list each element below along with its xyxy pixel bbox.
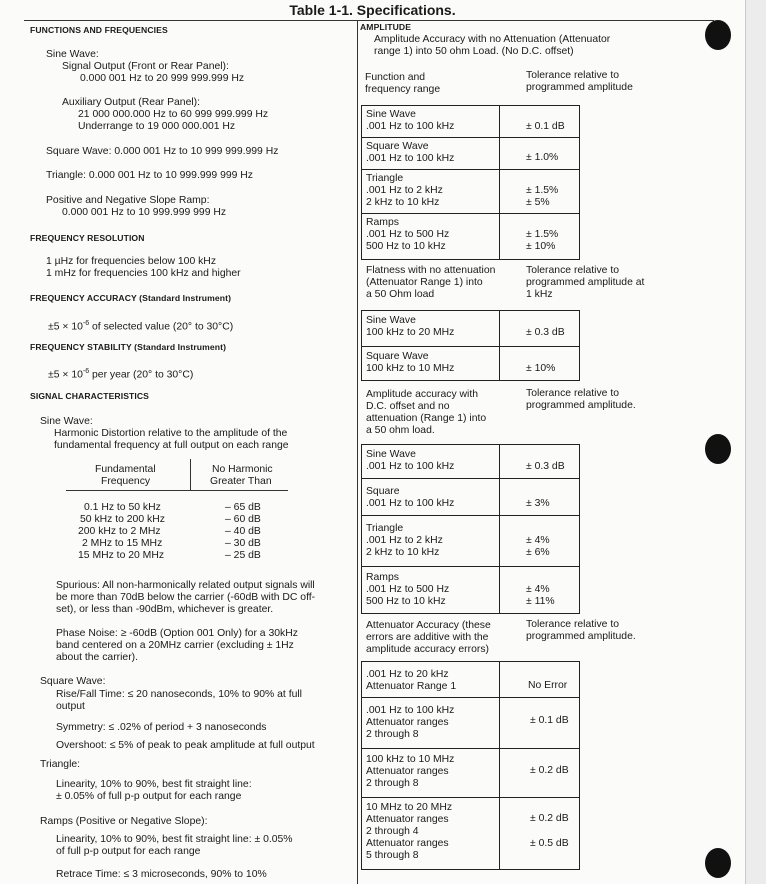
aux-output-range: 21 000 000.000 Hz to 60 999 999.999 Hz (78, 109, 269, 120)
t4-col1-a: Attenuator Accuracy (these (366, 620, 491, 631)
t1-col1-b: frequency range (365, 84, 441, 95)
column-divider (357, 20, 358, 884)
t3-row-tol: ± 11% (526, 596, 555, 607)
harm-row-val: – 25 dB (225, 550, 261, 561)
t2-col-sep (499, 311, 500, 380)
symmetry: Symmetry: ≤ .02% of period + 3 nanoseconds (56, 722, 267, 733)
t1-row-tol: ± 1.5% (526, 229, 559, 240)
t3-col2-a: Tolerance relative to (526, 388, 619, 399)
t3-row-tol: ± 4% (526, 535, 550, 546)
sq-heading: Square Wave: (40, 676, 106, 687)
t4-row-line: 2 through 8 (366, 778, 419, 789)
harmonic-text-2: fundamental frequency at full output on each range (54, 440, 289, 451)
square-wave-range: Square Wave: 0.000 001 Hz to 10 999 999.999 Hz (46, 146, 279, 157)
t1-row-line: .001 Hz to 500 Hz (366, 229, 450, 240)
ramps-lin-1: Linearity, 10% to 90%, best fit straight line: ± 0.05% (56, 834, 293, 845)
t3-row-line: 500 Hz to 10 kHz (366, 596, 446, 607)
t4-row-line: 2 through 8 (366, 729, 419, 740)
t4-row-sep (362, 748, 579, 749)
t1-row-tol: ± 1.5% (526, 185, 559, 196)
t3-col1-b: D.C. offset and no (366, 401, 450, 412)
t3-row-tol: ± 6% (526, 547, 550, 558)
t4-row-line: Attenuator ranges (366, 766, 449, 777)
page-edge (745, 0, 766, 884)
harm-row-freq: 0.1 Hz to 50 kHz (84, 502, 161, 513)
sine-wave-label: Sine Wave: (46, 49, 99, 60)
t1-row-line: 500 Hz to 10 kHz (366, 241, 446, 252)
t2-col2-c: 1 kHz (526, 289, 553, 300)
t4-row-tol: ± 0.2 dB (530, 765, 569, 776)
accuracy-text: $\pm 5 \times 10^{-6}$ of selected value (20° to 30°C) (48, 320, 234, 333)
t1-row-tol: ± 0.1 dB (526, 121, 565, 132)
t3-row-sep (362, 478, 579, 479)
binder-hole-icon (705, 848, 731, 878)
ramp-range: 0.000 001 Hz to 10 999.999 999 Hz (62, 207, 227, 218)
t4-row-line: Attenuator ranges (366, 717, 449, 728)
resolution-line-1: 1 µHz for frequencies below 100 kHz (46, 256, 217, 267)
t2-col1-b: (Attenuator Range 1) into (366, 277, 483, 288)
t1-row-line: 2 kHz to 10 kHz (366, 197, 440, 208)
t2-col1-c: a 50 Ohm load (366, 289, 435, 300)
signal-heading: SIGNAL CHARACTERISTICS (30, 391, 150, 401)
t1-row-line: Ramps (366, 217, 399, 228)
retrace: Retrace Time: ≤ 3 microseconds, 90% to 10% (56, 869, 267, 880)
t3-row-line: .001 Hz to 100 kHz (366, 461, 455, 472)
harm-row-val: – 60 dB (225, 514, 261, 525)
phase-1: Phase Noise: ≥ -60dB (Option 001 Only) for a 30kHz (56, 628, 298, 639)
t2-row-line: Sine Wave (366, 315, 416, 326)
triangle-range: Triangle: 0.000 001 Hz to 10 999.999 999 Hz (46, 170, 253, 181)
rise-1: Rise/Fall Time: ≤ 20 nanoseconds, 10% to 90% at full (56, 689, 302, 700)
t4-row-tol: ± 0.2 dB (530, 813, 569, 824)
t1-col2-a: Tolerance relative to (526, 70, 619, 81)
functions-heading: FUNCTIONS AND FREQUENCIES (30, 25, 168, 35)
t4-col2-a: Tolerance relative to (526, 619, 619, 630)
t1-row-line: Triangle (366, 173, 404, 184)
t4-row-line: 5 through 8 (366, 850, 419, 861)
t3-row-line: 2 kHz to 10 kHz (366, 547, 440, 558)
t1-row-sep (362, 137, 579, 138)
ramp-label: Positive and Negative Slope Ramp: (46, 195, 210, 206)
rise-2: output (56, 701, 85, 712)
t2-row-tol: ± 10% (526, 363, 556, 374)
t1-col1-a: Function and (365, 72, 426, 83)
harm-rule (66, 490, 288, 491)
table-title: Table 1-1. Specifications. (289, 2, 456, 18)
t2-col1-a: Flatness with no attenuation (366, 265, 496, 276)
harm-col2-a: No Harmonic (212, 464, 273, 475)
binder-hole-icon (705, 20, 731, 50)
t3-row-sep (362, 515, 579, 516)
t3-col1-c: attenuation (Range 1) into (366, 413, 487, 424)
sc-sine-label: Sine Wave: (40, 416, 93, 427)
t3-row-line: Ramps (366, 572, 399, 583)
tri-heading: Triangle: (40, 759, 81, 770)
t3-row-sep (362, 566, 579, 567)
t2-col2-b: programmed amplitude at (526, 277, 645, 288)
t2-row-line: Square Wave (366, 351, 429, 362)
t4-row-line: 100 kHz to 10 MHz (366, 754, 455, 765)
harm-col1-a: Fundamental (95, 464, 156, 475)
t3-col2-b: programmed amplitude. (526, 400, 636, 411)
signal-output-range: 0.000 001 Hz to 20 999 999.999 Hz (80, 73, 245, 84)
t1-col-sep (499, 106, 500, 259)
t3-row-line: .001 Hz to 2 kHz (366, 535, 443, 546)
t2-row-line: 100 kHz to 10 MHz (366, 363, 455, 374)
harm-col1-b: Frequency (101, 476, 151, 487)
t2-row-sep (362, 346, 579, 347)
stability-heading: FREQUENCY STABILITY (Standard Instrument) (30, 342, 227, 352)
t4-row-sep (362, 697, 579, 698)
t1-row-line: .001 Hz to 2 kHz (366, 185, 443, 196)
t4-row-tol: No Error (528, 680, 568, 691)
t1-row-line: Sine Wave (366, 109, 416, 120)
t3-col1-d: a 50 ohm load. (366, 425, 435, 436)
harm-row-val: – 30 dB (225, 538, 261, 549)
t4-row-line: .001 Hz to 20 kHz (366, 669, 449, 680)
t4-row-sep (362, 797, 579, 798)
harm-row-freq: 200 kHz to 2 MHz (78, 526, 161, 537)
t2-row-tol: ± 0.3 dB (526, 327, 565, 338)
t3-row-line: Square (366, 486, 400, 497)
harm-row-freq: 2 MHz to 15 MHz (82, 538, 163, 549)
t4-col1-c: amplitude accuracy errors) (366, 644, 489, 655)
t1-row-line: Square Wave (366, 141, 429, 152)
t2-row-line: 100 kHz to 20 MHz (366, 327, 455, 338)
ramps-heading: Ramps (Positive or Negative Slope): (40, 816, 208, 827)
t1-row-line: .001 Hz to 100 kHz (366, 121, 455, 132)
amp-text-2: range 1) into 50 ohm Load. (No D.C. offset) (374, 46, 574, 57)
harm-divider (190, 459, 191, 490)
resolution-heading: FREQUENCY RESOLUTION (30, 233, 145, 243)
t4-row-line: .001 Hz to 100 kHz (366, 705, 455, 716)
t4-col2-b: programmed amplitude. (526, 631, 636, 642)
t1-row-sep (362, 169, 579, 170)
t1-row-line: .001 Hz to 100 kHz (366, 153, 455, 164)
underrange-text: Underrange to 19 000 000.001 Hz (78, 121, 236, 132)
harm-col2-b: Greater Than (210, 476, 272, 487)
tri-lin-2: ± 0.05% of full p-p output for each range (56, 791, 242, 802)
t3-row-tol: ± 3% (526, 498, 550, 509)
ramps-lin-2: of full p-p output for each range (56, 846, 201, 857)
aux-output-label: Auxiliary Output (Rear Panel): (62, 97, 201, 108)
t4-col1-b: errors are additive with the (366, 632, 489, 643)
stability-text: $\pm 5 \times 10^{-6}$ per year (20° to 30°C) (48, 368, 194, 381)
harmonic-text-1: Harmonic Distortion relative to the amplitude of the (54, 428, 288, 439)
t1-col2-b: programmed amplitude (526, 82, 633, 93)
harm-row-val: – 40 dB (225, 526, 261, 537)
harm-row-val: – 65 dB (225, 502, 261, 513)
t1-row-tol: ± 10% (526, 241, 556, 252)
amp-text-1: Amplitude Accuracy with no Attenuation (Attenuator (374, 34, 611, 45)
resolution-line-2: 1 mHz for frequencies 100 kHz and higher (46, 268, 241, 279)
tri-lin-1: Linearity, 10% to 90%, best fit straight line: (56, 779, 252, 790)
t4-row-line: 10 MHz to 20 MHz (366, 802, 453, 813)
t3-row-tol: ± 0.3 dB (526, 461, 565, 472)
t1-row-sep (362, 213, 579, 214)
binder-hole-icon (705, 434, 731, 464)
spurious-3: set), or less than -90dBm, whichever is greater. (56, 604, 274, 615)
t4-row-tol: ± 0.5 dB (530, 838, 569, 849)
t2-col2-a: Tolerance relative to (526, 265, 619, 276)
harm-row-freq: 50 kHz to 200 kHz (80, 514, 165, 525)
t3-row-line: Triangle (366, 523, 404, 534)
spurious-2: be more than 70dB below the carrier (-60dB with DC off- (56, 592, 316, 603)
t4-row-line: Attenuator ranges (366, 838, 449, 849)
amplitude-heading: AMPLITUDE (360, 22, 412, 32)
phase-3: about the carrier). (56, 652, 139, 663)
t1-row-tol: ± 5% (526, 197, 550, 208)
overshoot: Overshoot: ≤ 5% of peak to peak amplitude at full output (56, 740, 315, 751)
spurious-1: Spurious: All non-harmonically related output signals will (56, 580, 315, 591)
t3-row-line: Sine Wave (366, 449, 416, 460)
t3-row-line: .001 Hz to 500 Hz (366, 584, 450, 595)
t4-row-line: 2 through 4 (366, 826, 419, 837)
t3-row-tol: ± 4% (526, 584, 550, 595)
t1-row-tol: ± 1.0% (526, 152, 559, 163)
harm-row-freq: 15 MHz to 20 MHz (78, 550, 165, 561)
t3-col1-a: Amplitude accuracy with (366, 389, 479, 400)
t3-col-sep (499, 445, 500, 613)
title-rule (24, 20, 714, 21)
t4-col-sep (499, 662, 500, 869)
signal-output-label: Signal Output (Front or Rear Panel): (62, 61, 229, 72)
t3-row-line: .001 Hz to 100 kHz (366, 498, 455, 509)
phase-2: band centered on a 20MHz carrier (excluding ± 1Hz (56, 640, 294, 651)
t4-row-line: Attenuator Range 1 (366, 681, 457, 692)
t4-row-line: Attenuator ranges (366, 814, 449, 825)
accuracy-heading: FREQUENCY ACCURACY (Standard Instrument) (30, 293, 232, 303)
t4-row-tol: ± 0.1 dB (530, 715, 569, 726)
